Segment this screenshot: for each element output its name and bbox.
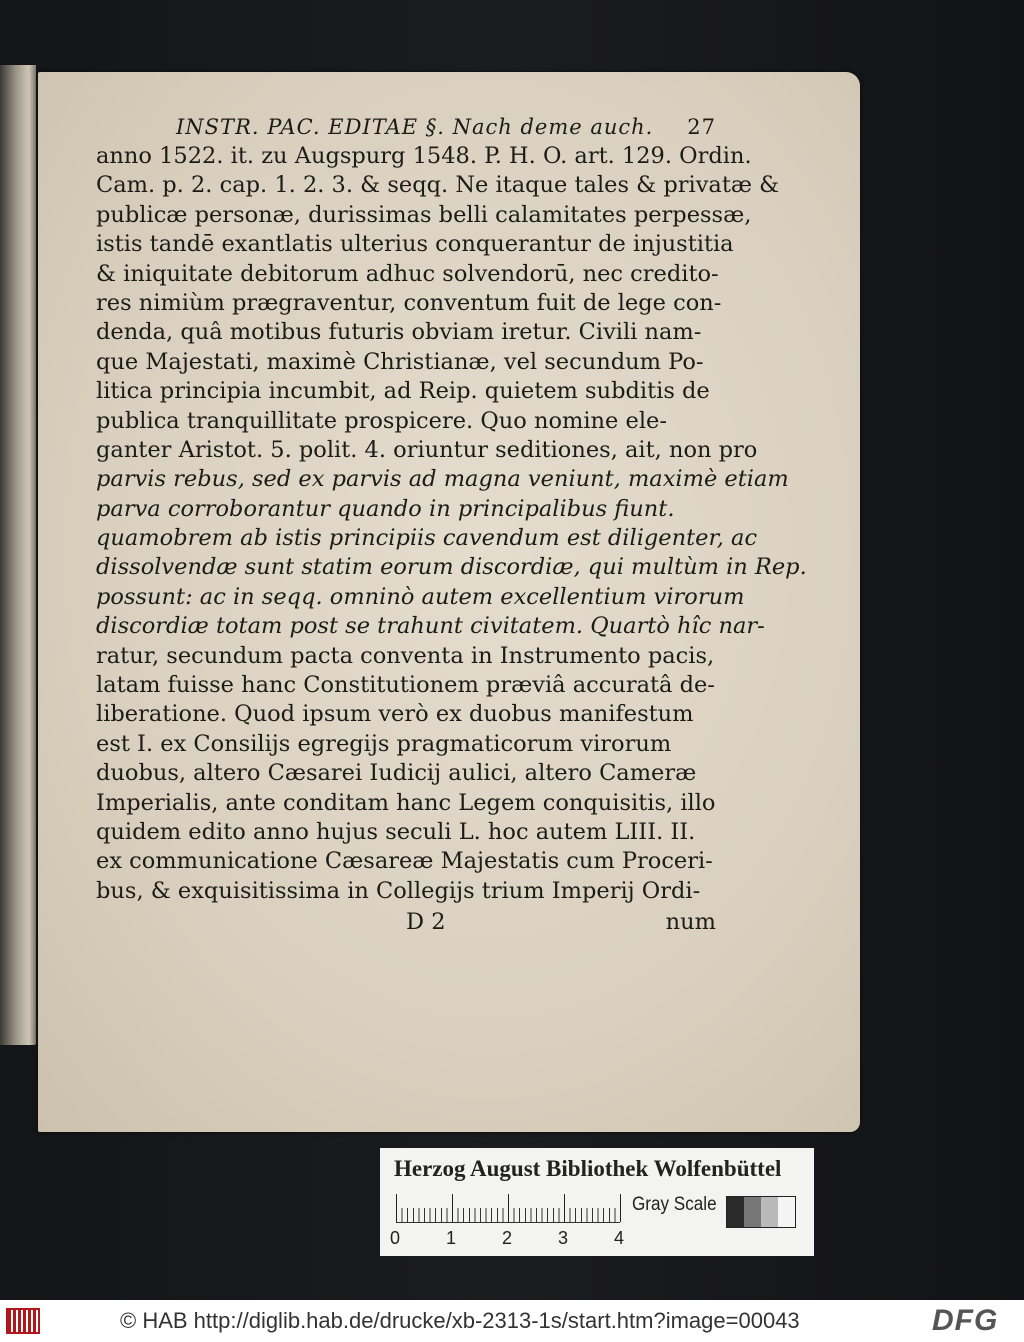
- text-line: ex communicatione Cæsareæ Majestatis cum Proceri-: [96, 848, 713, 875]
- text-line: publicæ personæ, durissimas belli calamitates perpessæ,: [96, 201, 752, 228]
- copyright-link[interactable]: © HAB http://diglib.hab.de/drucke/xb-2313-1s/start.htm?image=00043: [120, 1308, 800, 1333]
- dfg-logo: DFG: [932, 1304, 999, 1337]
- gray-swatch: [727, 1197, 744, 1227]
- label-title: Herzog August Bibliothek Wolfenbüttel: [394, 1156, 782, 1181]
- text-line: quidem edito anno hujus seculi L. hoc autem LIII. II.: [96, 818, 696, 845]
- text-line: quamobrem ab istis principiis cavendum est diligenter, ac: [96, 525, 758, 552]
- text-line: ratur, secundum pacta conventa in Instrumento pacis,: [96, 642, 715, 669]
- gray-swatch: [744, 1197, 761, 1227]
- text-line: parvis rebus, sed ex parvis ad magna veniunt, maximè etiam: [96, 466, 789, 493]
- header-title: INSTR. PAC. EDITAE §. Nach deme auch.: [176, 115, 654, 139]
- gray-swatch: [778, 1197, 795, 1227]
- text-line: Cam. p. 2. cap. 1. 2. 3. & seqq. Ne itaque tales & privatæ &: [96, 172, 780, 199]
- text-line: litica principia incumbit, ad Reip. quietem subditis de: [96, 378, 710, 405]
- ruler-number: 1: [446, 1228, 457, 1248]
- ruler-major-tick: [564, 1194, 565, 1222]
- library-color-label: [380, 1148, 814, 1256]
- text-line: anno 1522. it. zu Augspurg 1548. P. H. O. art. 129. Ordin.: [96, 143, 752, 169]
- text-line: latam fuisse hanc Constitutionem præviâ accuratâ de-: [96, 672, 715, 699]
- text-line: discordiæ totam post se trahunt civitatem. Quartò hîc nar-: [96, 613, 765, 640]
- text-line: res nimiùm prægraventur, conventum fuit de lege con-: [96, 289, 722, 316]
- text-line: parva corroborantur quando in principalibus fiunt.: [96, 495, 675, 522]
- ruler-number: 0: [390, 1228, 401, 1248]
- text-line: istis tandē exantlatis ulterius conquerantur de injustitia: [96, 231, 734, 258]
- ruler-major-tick: [620, 1194, 621, 1222]
- catchword: num: [665, 909, 716, 936]
- page-number: 27: [687, 115, 716, 139]
- text-line: Imperialis, ante conditam hanc Legem conquisitis, illo: [96, 789, 716, 816]
- previous-page-edge: [0, 65, 36, 1045]
- text-line: denda, quâ motibus futuris obviam iretur. Civili nam-: [96, 319, 702, 346]
- text-line: liberatione. Quod ipsum verò ex duobus manifestum: [96, 701, 694, 728]
- ruler-number: 2: [502, 1228, 513, 1248]
- text-lines: [96, 142, 807, 906]
- ruler-number: 4: [614, 1228, 625, 1248]
- text-line: bus, & exquisitissima in Collegijs trium Imperij Ordi-: [96, 877, 701, 904]
- signature-mark: D 2: [406, 909, 446, 936]
- page-text: [96, 112, 807, 938]
- gray-swatch: [761, 1197, 778, 1227]
- gray-scale-label: Gray Scale: [632, 1194, 717, 1215]
- ruler-major-tick: [396, 1194, 397, 1222]
- text-line: que Majestati, maximè Christianæ, vel secundum Po-: [96, 348, 704, 375]
- text-line: duobus, altero Cæsarei Iudicij aulici, altero Cameræ: [96, 760, 697, 787]
- text-line: & iniquitate debitorum adhuc solvendorū, nec credito-: [96, 260, 719, 287]
- ruler-major-tick: [452, 1194, 453, 1222]
- text-line: possunt: ac in seqq. omninò autem excellentium virorum: [96, 583, 745, 610]
- ruler-scale: [396, 1194, 620, 1223]
- gray-scale-swatches: [726, 1196, 796, 1228]
- viewer-footer: [0, 1300, 1024, 1342]
- text-line: est I. ex Consilijs egregijs pragmaticorum virorum: [96, 730, 672, 757]
- running-header: [96, 112, 716, 142]
- page-footer-line: [96, 908, 716, 938]
- text-line: publica tranquillitate prospicere. Quo nomine ele-: [96, 407, 667, 434]
- ruler-major-tick: [508, 1194, 509, 1222]
- ruler-number: 3: [558, 1228, 569, 1248]
- hab-logo-icon: [6, 1308, 40, 1334]
- text-line: ganter Aristot. 5. polit. 4. oriuntur seditiones, ait, non pro: [96, 436, 758, 463]
- ruler-numbers: [390, 1228, 630, 1250]
- text-line: dissolvendæ sunt statim eorum discordiæ, qui multùm in Rep.: [96, 554, 807, 581]
